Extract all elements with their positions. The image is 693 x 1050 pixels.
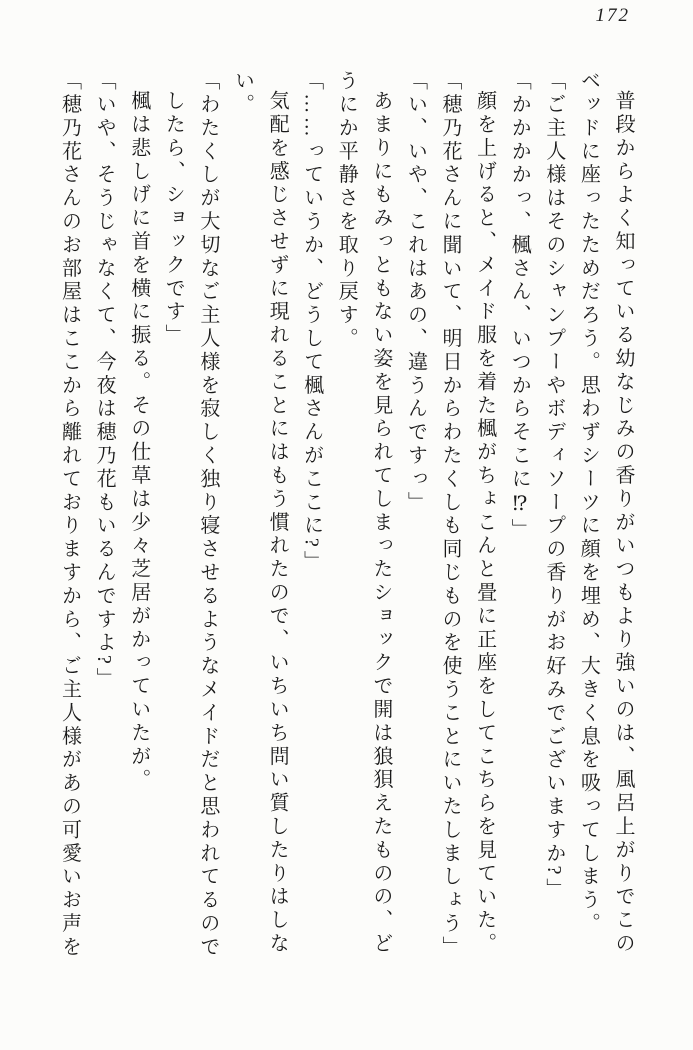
text-line: あまりにもみっともない姿を見られてしまったショックで開は狼狽えたものの、ど — [369, 90, 392, 956]
vertical-text-block — [52, 70, 640, 1022]
text-line: 顔を上げると、メイド服を着た楓がちょこんと畳に正座をしてこちらを見ていた。 — [473, 90, 496, 956]
text-line: したら、ショックです」 — [162, 90, 185, 348]
text-line: 普段からよく知っている幼なじみの香りがいつもより強いのは、風呂上がりでこの — [612, 90, 634, 956]
text-line: 「わたくしが大切なご主人様を寂しく独り寝させるようなメイドだと思われてるので — [196, 70, 219, 960]
page-number: 172 — [595, 5, 630, 26]
text-line: うにか平静さを取り戻す。 — [335, 70, 358, 351]
text-line: 楓は悲しげに首を横に振る。その仕草は少々芝居がかっていたが。 — [127, 90, 150, 792]
text-line: 「かかかかっ、楓さん、いつからそこに⁉」 — [508, 70, 531, 542]
text-line: 「い、いや、これはあの、違うんですっ」 — [404, 70, 427, 515]
text-line: 「いや、そうじゃなくて、今夜は穂乃花もいるんですよ?」 — [93, 70, 116, 691]
text-line: 「穂乃花さんに聞いて、明日からわたくしも同じものを使うことにいたしましょう」 — [439, 70, 462, 960]
text-line: 気配を感じさせずに現れることにはもう慣れたので、いちいち問い質したりはしな — [266, 90, 289, 956]
text-line: 「ご主人様はそのシャンプーやボディソープの香りがお好みでございますか?」 — [542, 70, 565, 902]
text-line: い。 — [231, 70, 254, 117]
text-line: ベッドに座ったためだろう。思わずシーツに顔を埋め、大きく息を吸ってしまう。 — [577, 70, 600, 936]
text-line: 「穂乃花さんのお部屋はここから離れておりますから、ご主人様があの可愛いお声を — [58, 70, 81, 960]
text-line: 「……っていうか、どうして楓さんがここに?」 — [300, 70, 323, 574]
